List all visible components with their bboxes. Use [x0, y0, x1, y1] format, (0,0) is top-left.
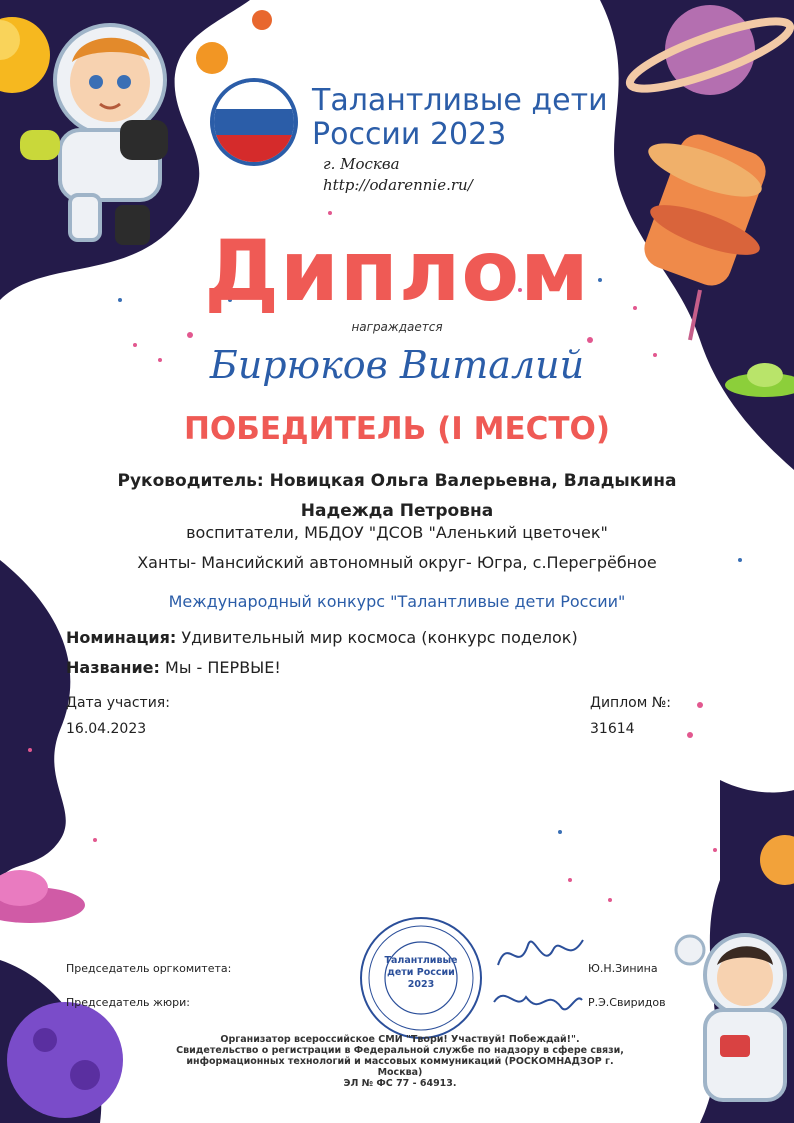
- jury-chair-name: Р.Э.Свиридов: [588, 996, 666, 1009]
- stamp-text-line1: Талантливые: [384, 955, 458, 966]
- diploma-number-value: 31614: [590, 721, 635, 737]
- recipient-name: Бирюков Виталий: [209, 343, 585, 387]
- footer-line3: информационных технологий и массовых коммуникаций (РОСКОМНАДЗОР г. Москва): [186, 1056, 614, 1078]
- position-line: воспитатели, МБДОУ "ДСОВ "Аленький цветочек": [186, 523, 608, 542]
- contest-name: Международный конкурс "Талантливые дети России": [168, 592, 626, 611]
- award-status: ПОБЕДИТЕЛЬ (I МЕСТО): [183, 411, 611, 447]
- stamp-text: [358, 955, 484, 991]
- nomination-row: [66, 628, 578, 647]
- diploma-number-label: Диплом №:: [590, 695, 671, 711]
- date-label: Дата участия:: [66, 695, 170, 711]
- purple-planet-icon: [7, 1002, 123, 1118]
- location-line: Ханты- Мансийский автономный округ- Югра, с.Перегрёбное: [137, 553, 657, 572]
- brand-name: [312, 84, 608, 152]
- work-title-label: Название:: [66, 658, 160, 677]
- diploma-title: Диплом: [204, 222, 590, 320]
- nomination-label: Номинация:: [66, 628, 177, 647]
- work-title-value: Мы - ПЕРВЫЕ!: [165, 658, 281, 677]
- ufo-left-icon: [0, 870, 85, 923]
- stamp-text-line2: дети России: [387, 967, 455, 978]
- organizer-footer: [170, 1034, 630, 1089]
- brand-block: [210, 78, 630, 170]
- awarded-label: награждается: [351, 320, 443, 334]
- work-title-row: [66, 658, 281, 677]
- stamp-text-line3: 2023: [407, 979, 435, 990]
- meteor-icon: [196, 42, 228, 74]
- brand-name-line1: Талантливые дети: [312, 83, 608, 118]
- brand-name-line2: России 2023: [312, 117, 507, 152]
- footer-line4: ЭЛ № ФС 77 - 64913.: [343, 1078, 457, 1089]
- jury-chair-signature: [486, 982, 586, 1027]
- site-link[interactable]: http://odarennie.ru/: [323, 176, 473, 194]
- supervisor-line: Руководитель: Новицкая Ольга Валерьевна, Владыкина Надежда Петровна: [117, 471, 677, 521]
- russia-flag-logo-icon: [210, 78, 298, 166]
- footer-line1: Организатор всероссийское СМИ "Твори! Участвуй! Побеждай!".: [220, 1034, 580, 1045]
- org-chair-label: Председатель оргкомитета:: [66, 962, 232, 975]
- footer-line2: Свидетельство о регистрации в Федеральной службе по надзору в сфере связи,: [176, 1045, 624, 1056]
- org-chair-name: Ю.Н.Зинина: [588, 962, 658, 975]
- astronaut-bottom-right-icon: [676, 935, 785, 1100]
- date-value: 16.04.2023: [66, 721, 147, 737]
- city-label: г. Москва: [323, 155, 400, 173]
- official-stamp: [358, 915, 484, 1041]
- nomination-value: Удивительный мир космоса (конкурс поделок): [181, 628, 578, 647]
- org-chair-signature: [488, 925, 588, 985]
- jury-chair-label: Председатель жюри:: [66, 996, 190, 1009]
